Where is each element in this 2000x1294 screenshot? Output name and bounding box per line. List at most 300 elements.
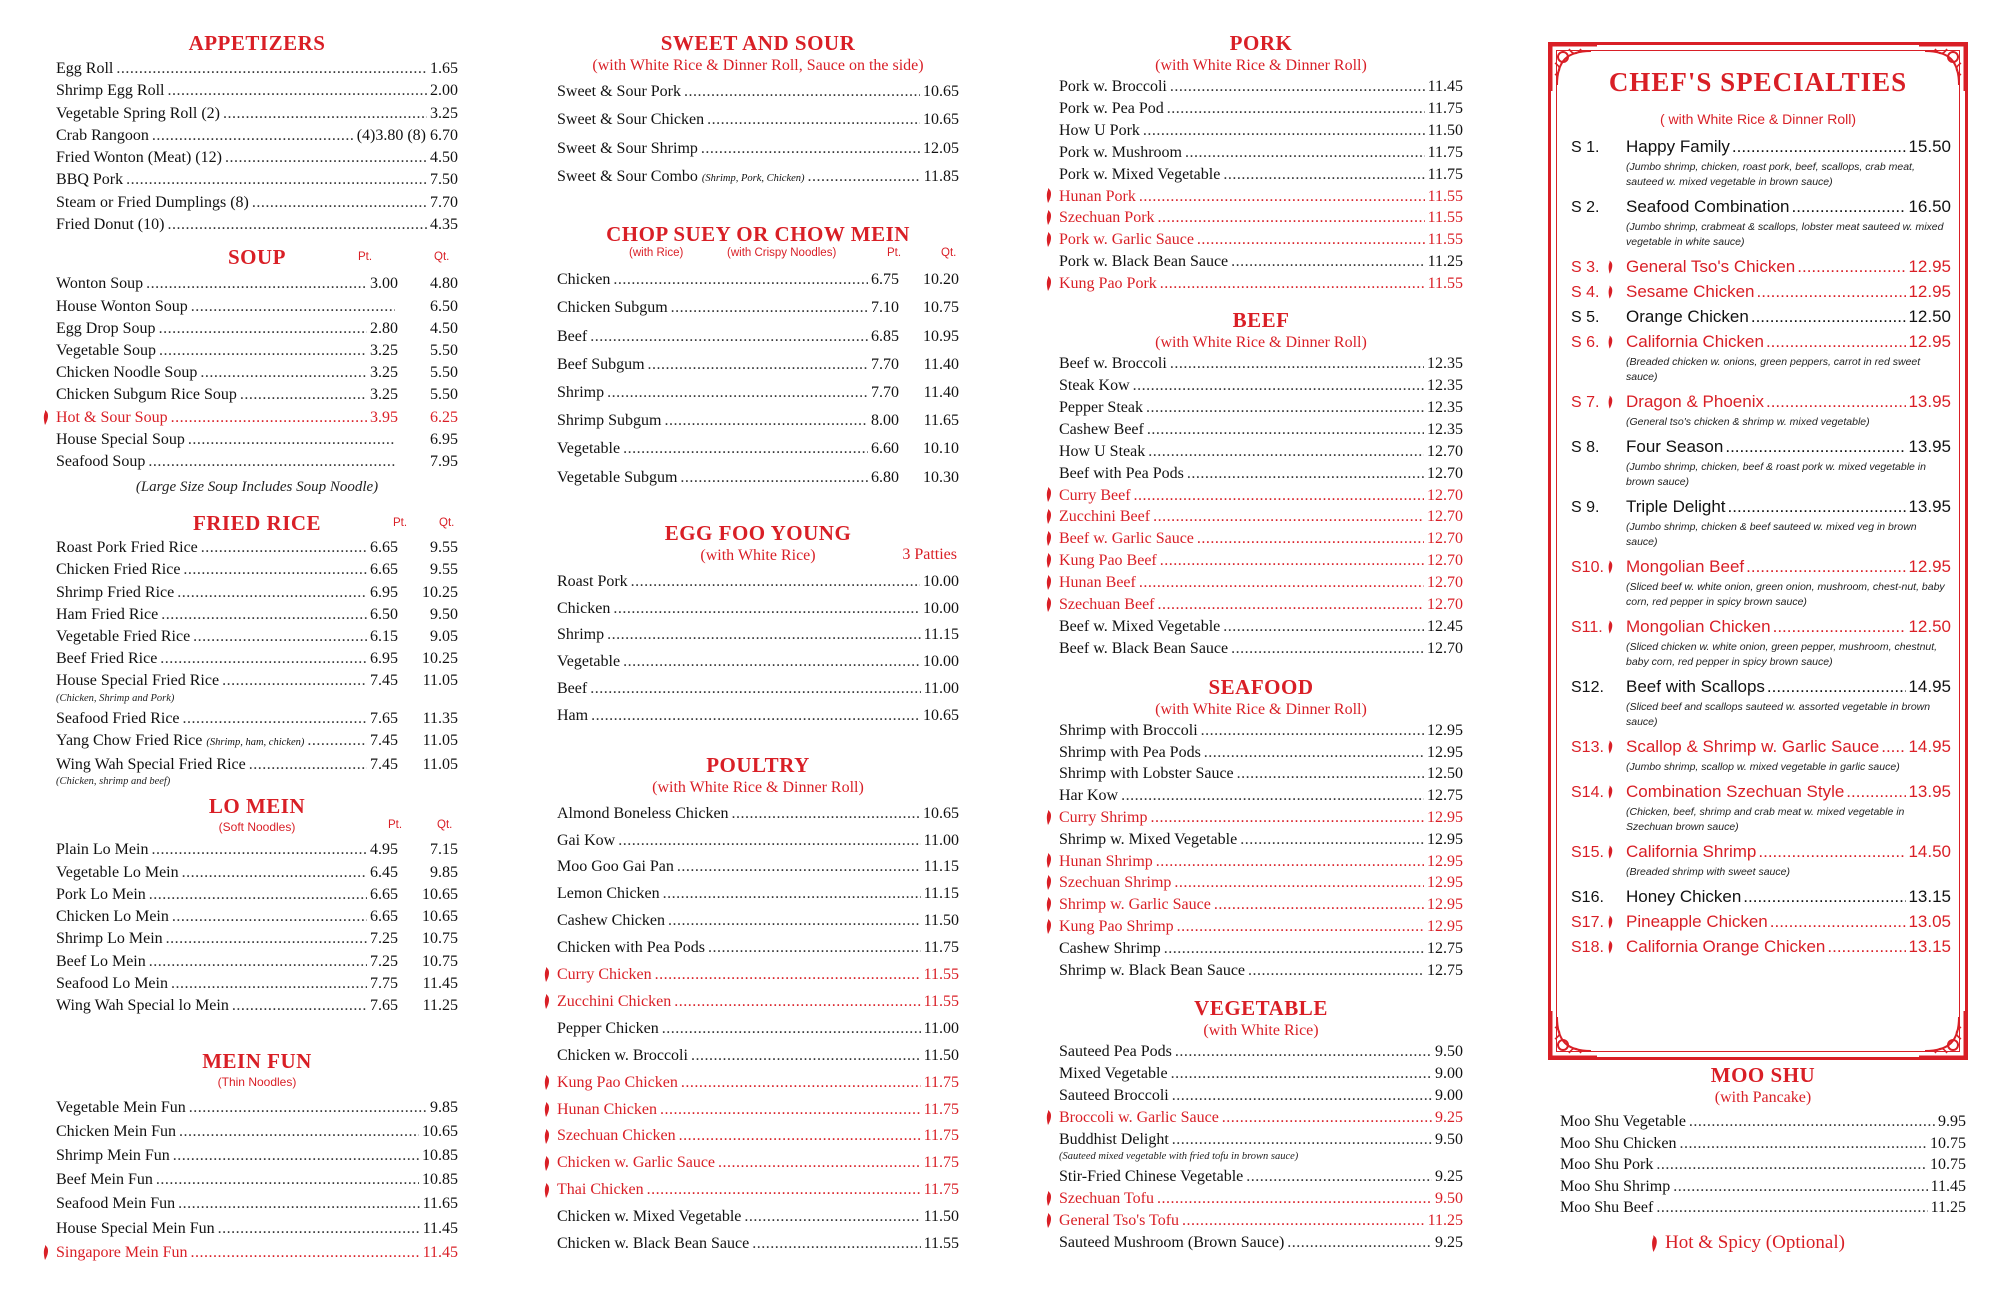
menu-item xyxy=(1059,616,1463,638)
item-price: 12.50 xyxy=(1908,617,1951,636)
menu-item xyxy=(1059,506,1463,528)
menu-item xyxy=(56,1217,458,1241)
item-name: Pepper Chicken xyxy=(557,1019,659,1037)
price-quart: 6.50 xyxy=(430,297,458,315)
item-name: Moo Shu Shrimp xyxy=(1560,1177,1671,1195)
item-name: General Tso's Chicken xyxy=(1626,257,1796,276)
item-name: Pork w. Broccoli xyxy=(1059,78,1167,95)
leader-dots xyxy=(1751,307,1907,327)
item-price: 11.55 xyxy=(1427,275,1463,293)
item-price: 12.35 xyxy=(1427,376,1463,394)
item-name: Kung Pao Beef xyxy=(1059,552,1157,570)
chili-pepper-icon xyxy=(1045,509,1053,524)
item-description: (Sauteed mixed vegetable with fried tofu in brown sauce) xyxy=(1059,1151,1299,1163)
item-price: (4)3.80 (8) 6.70 xyxy=(356,126,458,144)
price-pint: 8.00 xyxy=(871,412,899,430)
price-pint: 6.45 xyxy=(370,863,398,881)
item-name: Pork w. Mixed Vegetable xyxy=(1059,165,1221,183)
item-name: Shrimp Mein Fun xyxy=(56,1147,170,1165)
item-name: Chicken Noodle Soup xyxy=(56,364,198,382)
leader-dots xyxy=(159,318,367,340)
menu-item xyxy=(1059,1232,1463,1254)
item-name: Chicken with Pea Pods xyxy=(557,939,705,957)
leader-dots xyxy=(159,340,367,362)
section-title: SEAFOOD xyxy=(1208,674,1314,699)
leader-dots xyxy=(222,670,367,692)
item-price: 7.50 xyxy=(430,171,458,189)
leader-dots xyxy=(679,1123,921,1150)
section-title: BEEF xyxy=(1232,308,1290,333)
item-name: Egg Roll xyxy=(56,60,114,77)
price-pint: 6.60 xyxy=(871,440,899,458)
appetizers-section xyxy=(56,30,458,236)
price-pint: 6.80 xyxy=(871,468,899,486)
item-price: 11.00 xyxy=(923,680,959,697)
menu-item xyxy=(1059,594,1463,616)
poultry-section xyxy=(557,752,959,1258)
menu-item xyxy=(1059,1107,1463,1129)
menu-item xyxy=(557,703,959,730)
item-name: Shrimp w. Black Bean Sauce xyxy=(1059,961,1246,979)
item-description: (Chicken, shrimp and beef) xyxy=(56,776,171,788)
item-name: Orange Chicken xyxy=(1626,307,1749,326)
item-price: 12.35 xyxy=(1427,355,1463,373)
item-price: 12.95 xyxy=(1427,896,1463,914)
leader-dots xyxy=(631,569,920,596)
item-name: Steak Kow xyxy=(1059,376,1130,394)
menu-item xyxy=(557,1070,959,1097)
menu-item xyxy=(557,828,959,855)
item-code: S11. xyxy=(1571,619,1603,636)
item-price: 11.50 xyxy=(1427,121,1463,139)
menu-item xyxy=(1059,441,1463,463)
legend-label: Hot & Spicy (Optional) xyxy=(1665,1232,1845,1253)
egg-foo-young-section xyxy=(557,520,959,730)
menu-item xyxy=(56,1144,458,1168)
chili-pepper-icon xyxy=(1045,276,1053,291)
price-quart: 11.40 xyxy=(923,384,959,401)
item-code: S 7. xyxy=(1571,394,1600,411)
leader-dots xyxy=(1177,916,1424,938)
item-code: S 5. xyxy=(1571,309,1600,326)
item-name: Beef with Pea Pods xyxy=(1059,464,1184,482)
leader-dots xyxy=(225,147,427,169)
leader-dots xyxy=(191,1241,420,1265)
item-name: Yang Chow Fried Rice xyxy=(56,731,203,749)
qt-header: Qt. xyxy=(941,247,957,260)
item-price: 11.00 xyxy=(923,1019,959,1037)
item-name: Seafood Fried Rice xyxy=(56,709,180,727)
price-quart: 9.50 xyxy=(430,605,458,623)
leader-dots xyxy=(152,125,354,147)
price-quart: 4.50 xyxy=(430,319,458,337)
leader-dots xyxy=(183,708,367,730)
item-price: 9.95 xyxy=(1938,1113,1966,1130)
item-price: 11.25 xyxy=(1427,1212,1463,1230)
item-price: 10.85 xyxy=(422,1171,458,1189)
menu-item xyxy=(56,839,458,861)
item-price: 13.15 xyxy=(1908,937,1951,956)
chop-suey-section xyxy=(557,221,959,492)
item-price: 11.25 xyxy=(1427,253,1463,271)
chili-pepper-icon xyxy=(42,410,50,425)
item-description: (Jumbo shrimp, crabmeat & scallops, lobster meat sauteed w. mixed vegetable in white sauce) xyxy=(1626,221,1944,248)
qt-header: Qt. xyxy=(434,251,450,264)
leader-dots xyxy=(146,273,367,295)
section-subtitle: (with Pancake) xyxy=(1714,1089,1812,1106)
item-price: 10.65 xyxy=(923,111,959,129)
leader-dots xyxy=(1172,1129,1432,1151)
leader-dots xyxy=(1728,497,1907,517)
soup-section xyxy=(56,244,458,496)
leader-dots xyxy=(1656,1197,1927,1219)
pt-header: Pt. xyxy=(887,247,902,260)
price-quart: 11.40 xyxy=(923,355,959,373)
item-name: Szechuan Shrimp xyxy=(1059,874,1172,892)
leader-dots xyxy=(1237,763,1424,785)
menu-item xyxy=(56,451,458,473)
chili-pepper-icon xyxy=(1045,232,1053,247)
leader-dots xyxy=(1147,419,1424,441)
item-name: Singapore Mein Fun xyxy=(56,1243,188,1261)
leader-dots xyxy=(718,1150,921,1177)
item-name: Sweet & Sour Pork xyxy=(557,83,681,100)
item-price: 9.50 xyxy=(1435,1190,1463,1208)
item-price: 2.00 xyxy=(430,82,458,100)
item-price: 12.75 xyxy=(1427,787,1463,805)
item-price: 12.95 xyxy=(1427,852,1463,870)
menu-item xyxy=(1560,1154,1966,1176)
leader-dots xyxy=(167,214,427,236)
leader-dots xyxy=(240,384,367,406)
leader-dots xyxy=(1133,375,1424,397)
item-name: Pork w. Black Bean Sauce xyxy=(1059,253,1229,271)
item-price: 13.95 xyxy=(1908,497,1951,516)
item-price: 11.85 xyxy=(923,167,959,185)
leader-dots xyxy=(167,80,427,102)
menu-item xyxy=(1059,720,1463,742)
menu-item xyxy=(557,464,959,492)
item-description: (Chicken, beef, shrimp and crab meat w. mixed vegetable in Szechuan brown sauce) xyxy=(1626,806,1905,833)
menu-item xyxy=(56,169,458,191)
item-name: Chicken w. Garlic Sauce xyxy=(557,1154,716,1172)
leader-dots xyxy=(1204,742,1424,764)
menu-item xyxy=(1059,528,1463,550)
item-name: Four Season xyxy=(1626,437,1724,456)
lo-mein-section xyxy=(56,793,458,1017)
price-pint: 3.25 xyxy=(370,386,398,404)
leader-dots xyxy=(1197,528,1424,550)
item-name: Vegetable Spring Roll (2) xyxy=(56,104,220,122)
leader-dots xyxy=(201,537,367,559)
item-name: Sauteed Pea Pods xyxy=(1059,1043,1172,1061)
chili-pepper-icon xyxy=(1045,531,1053,546)
item-price: 13.95 xyxy=(1908,782,1951,801)
menu-item xyxy=(56,626,458,648)
section-subtitle: (with White Rice) xyxy=(700,546,816,564)
item-name: Chicken Mein Fun xyxy=(56,1122,176,1140)
item-description: (Sliced beef w. white onion, green onion, mushroom, chest-nut, baby corn, red pepper in spicy brown sauce) xyxy=(1626,581,1945,608)
item-name: Vegetable Mein Fun xyxy=(56,1098,186,1116)
item-name: California Shrimp xyxy=(1626,842,1757,861)
chili-pepper-icon xyxy=(1045,188,1053,203)
item-name: Shrimp with Lobster Sauce xyxy=(1059,765,1234,783)
leader-dots xyxy=(1160,273,1425,295)
leader-dots xyxy=(1231,251,1424,273)
item-name: Chicken xyxy=(557,599,611,617)
price-pint: 7.45 xyxy=(370,756,398,774)
leader-dots xyxy=(1797,257,1906,277)
item-price: 10.65 xyxy=(422,1122,458,1140)
item-name: Vegetable xyxy=(557,653,621,671)
leader-dots xyxy=(623,435,868,463)
leader-dots xyxy=(1240,829,1424,851)
price-quart: 10.95 xyxy=(923,327,959,345)
section-title: APPETIZERS xyxy=(188,31,326,55)
item-name: How U Pork xyxy=(1059,121,1140,139)
menu-item xyxy=(557,1123,959,1150)
price-pint: 7.45 xyxy=(370,672,398,690)
price-quart: 9.55 xyxy=(430,539,458,557)
item-price: 11.75 xyxy=(923,939,959,957)
item-name: Moo Shu Vegetable xyxy=(1560,1113,1686,1130)
leader-dots xyxy=(1143,120,1425,142)
item-price: 12.95 xyxy=(1427,808,1463,826)
item-price: 12.95 xyxy=(1908,257,1951,276)
item-price: 11.75 xyxy=(1427,165,1463,183)
item-name: Vegetable Fried Rice xyxy=(56,628,191,646)
menu-item xyxy=(557,881,959,908)
menu-item xyxy=(1059,916,1463,938)
item-name: Beef xyxy=(557,680,588,697)
price-quart: 11.05 xyxy=(422,756,458,774)
item-name: House Wonton Soup xyxy=(56,297,188,315)
price-quart: 10.25 xyxy=(422,583,458,601)
item-name: Shrimp Fried Rice xyxy=(56,583,175,601)
leader-dots xyxy=(590,323,868,351)
menu-item xyxy=(56,384,458,406)
price-quart: 7.15 xyxy=(430,841,458,859)
item-name: Cashew Chicken xyxy=(557,912,665,930)
item-name: Crab Rangoon xyxy=(56,126,149,144)
menu-item xyxy=(557,676,959,703)
menu-item xyxy=(557,1231,959,1258)
leader-dots xyxy=(1170,353,1424,375)
item-name: Chicken Fried Rice xyxy=(56,561,181,579)
menu-item xyxy=(56,318,458,340)
item-name: Moo Goo Gai Pan xyxy=(557,858,674,876)
item-price: 9.25 xyxy=(1435,1109,1463,1127)
with-rice-label: (with Rice) xyxy=(629,247,684,260)
menu-item xyxy=(1059,851,1463,873)
leader-dots xyxy=(1770,912,1907,932)
item-price: 12.70 xyxy=(1427,442,1463,460)
menu-item xyxy=(557,1097,959,1124)
chef-special-item xyxy=(1571,497,1951,550)
item-name: Beef Subgum xyxy=(557,355,645,373)
leader-dots xyxy=(1146,397,1424,419)
item-price: 10.00 xyxy=(923,653,959,671)
chili-pepper-icon xyxy=(1607,560,1614,574)
item-name: Curry Beef xyxy=(1059,486,1131,504)
price-pint: 6.95 xyxy=(370,583,398,601)
chef-special-item xyxy=(1571,737,1951,775)
item-name: Pepper Steak xyxy=(1059,398,1143,416)
item-price: 13.05 xyxy=(1908,912,1951,931)
menu-item xyxy=(56,273,458,295)
menu-item xyxy=(557,323,959,351)
menu-item xyxy=(557,266,959,294)
item-name: Sweet & Sour Chicken xyxy=(557,111,705,129)
item-price: 9.50 xyxy=(1435,1131,1463,1149)
leader-dots xyxy=(1174,872,1424,894)
menu-item xyxy=(56,58,458,80)
item-price: 11.55 xyxy=(1427,209,1463,227)
menu-item xyxy=(1059,807,1463,829)
leader-dots xyxy=(663,881,921,908)
leader-dots xyxy=(149,884,367,906)
chili-pepper-icon xyxy=(1045,1213,1053,1228)
item-price: 4.35 xyxy=(430,216,458,234)
chef-special-item xyxy=(1571,677,1951,730)
leader-dots xyxy=(1689,1111,1935,1133)
item-name: Beef Fried Rice xyxy=(56,650,158,668)
chili-pepper-icon xyxy=(543,967,551,982)
section-title: PORK xyxy=(1229,31,1293,55)
price-quart: 10.25 xyxy=(422,650,458,668)
item-price: 11.75 xyxy=(1427,99,1463,117)
price-pint: 6.65 xyxy=(370,539,398,557)
item-description: (General tso's chicken & shrimp w. mixed vegetable) xyxy=(1626,416,1870,428)
item-price: 3.25 xyxy=(430,104,458,122)
menu-item xyxy=(56,670,458,692)
menu-item xyxy=(1059,397,1463,419)
menu-item xyxy=(56,582,458,604)
item-name: How U Steak xyxy=(1059,442,1146,460)
menu-item xyxy=(56,296,458,318)
menu-item xyxy=(56,995,458,1017)
leader-dots xyxy=(660,1097,921,1124)
menu-item xyxy=(557,407,959,435)
leader-dots xyxy=(701,135,920,163)
price-quart: 11.05 xyxy=(422,672,458,690)
item-name: Roast Pork xyxy=(557,572,628,590)
leader-dots xyxy=(193,626,367,648)
item-name: Moo Shu Pork xyxy=(1560,1156,1654,1174)
menu-item xyxy=(56,708,458,730)
leader-dots xyxy=(1185,142,1425,164)
item-price: 14.95 xyxy=(1908,677,1951,696)
leader-dots xyxy=(647,1177,921,1204)
chili-pepper-icon xyxy=(1607,940,1614,954)
item-inline-note: (Shrimp, ham, chicken) xyxy=(206,736,305,748)
item-name: Vegetable Subgum xyxy=(557,468,678,486)
item-price: 11.15 xyxy=(923,858,959,876)
item-price: 12.35 xyxy=(1427,398,1463,416)
price-quart: 9.85 xyxy=(430,863,458,881)
menu-item xyxy=(557,1043,959,1070)
price-pint: 6.65 xyxy=(370,561,398,579)
price-pint: 6.85 xyxy=(871,327,899,345)
section-subtitle: (with White Rice & Dinner Roll) xyxy=(1155,57,1367,74)
leader-dots xyxy=(1156,851,1424,873)
item-name: Beef w. Broccoli xyxy=(1059,355,1167,373)
item-name: Shrimp with Pea Pods xyxy=(1059,743,1201,761)
item-name: Steam or Fried Dumplings (8) xyxy=(56,193,249,211)
item-code: S 3. xyxy=(1571,259,1600,276)
chef-special-item xyxy=(1571,197,1951,250)
item-description: (Jumbo shrimp, chicken, roast pork, beef, scallops, crab meat, sauteed w. mixed vegetable in brown sauce) xyxy=(1626,161,1915,188)
item-code: S 9. xyxy=(1571,499,1600,516)
item-name: BBQ Pork xyxy=(56,171,124,189)
menu-item xyxy=(1560,1197,1966,1219)
item-name: Thai Chicken xyxy=(557,1181,644,1199)
chili-pepper-icon xyxy=(1607,740,1614,754)
leader-dots xyxy=(1171,1063,1432,1085)
item-price: 9.00 xyxy=(1435,1087,1463,1105)
menu-item xyxy=(557,569,959,596)
item-name: Wing Wah Special lo Mein xyxy=(56,997,229,1015)
price-quart: 10.10 xyxy=(923,440,959,458)
leader-dots xyxy=(1725,437,1906,457)
price-quart: 11.45 xyxy=(422,975,458,993)
menu-item xyxy=(56,125,458,147)
menu-item xyxy=(1059,164,1463,186)
menu-item xyxy=(56,754,458,776)
price-quart: 11.25 xyxy=(422,997,458,1015)
menu-item xyxy=(1059,763,1463,785)
menu-item xyxy=(1059,186,1463,208)
leader-dots xyxy=(189,1096,427,1120)
price-quart: 4.80 xyxy=(430,275,458,293)
item-name: Pineapple Chicken xyxy=(1626,912,1768,931)
item-price: 12.35 xyxy=(1427,420,1463,438)
chili-pepper-icon xyxy=(1045,210,1053,225)
item-price: 11.50 xyxy=(923,1208,959,1226)
item-name: Triple Delight xyxy=(1626,497,1726,516)
leader-dots xyxy=(1172,1085,1432,1107)
item-price: 9.85 xyxy=(430,1098,458,1116)
item-name: Kung Pao Pork xyxy=(1059,275,1157,293)
price-pint: 7.75 xyxy=(370,975,398,993)
item-name: Cashew Shrimp xyxy=(1059,939,1161,957)
price-pint: 6.65 xyxy=(370,908,398,926)
leader-dots xyxy=(668,908,921,935)
price-pint: 6.50 xyxy=(370,605,398,623)
item-price: 12.95 xyxy=(1427,743,1463,761)
leader-dots xyxy=(1846,782,1906,802)
pt-header: Pt. xyxy=(358,251,373,264)
chef-special-item xyxy=(1571,307,1951,331)
chili-pepper-icon xyxy=(1045,1191,1053,1206)
item-code: S 6. xyxy=(1571,334,1600,351)
section-subtitle: (with White Rice & Dinner Roll, Sauce on the side) xyxy=(592,57,924,74)
leader-dots xyxy=(1214,894,1424,916)
vegetable-section xyxy=(1059,995,1463,1254)
item-name: Curry Chicken xyxy=(557,966,652,984)
item-name: Shrimp xyxy=(557,384,605,401)
item-code: S 1. xyxy=(1571,139,1600,156)
item-name: Chicken Lo Mein xyxy=(56,908,169,926)
menu-item xyxy=(557,379,959,407)
menu-item xyxy=(56,1168,458,1192)
item-price: 11.15 xyxy=(923,626,959,644)
price-pint: 6.65 xyxy=(370,885,398,903)
item-price: 12.95 xyxy=(1427,874,1463,892)
menu-item xyxy=(1059,1129,1463,1151)
menu-item xyxy=(557,435,959,463)
item-name: Sesame Chicken xyxy=(1626,282,1755,301)
